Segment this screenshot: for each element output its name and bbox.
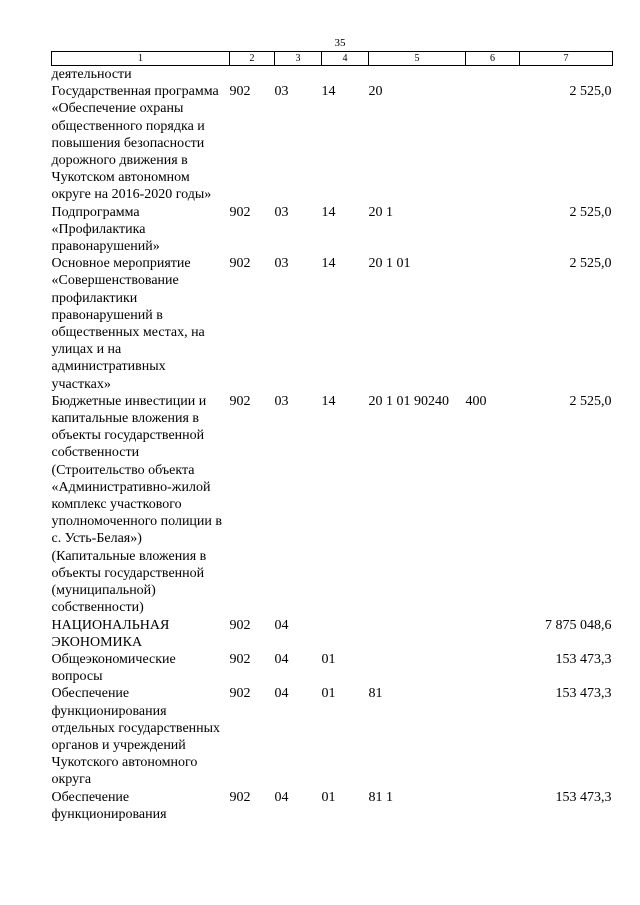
row-subsection bbox=[322, 66, 369, 84]
row-amount: 153 473,3 bbox=[555, 789, 612, 805]
row-amount: 2 525,0 bbox=[569, 84, 612, 100]
row-grbs: 902 bbox=[229, 204, 251, 220]
row-name: Бюджетные инвестиции и капитальные вложения в объекты государственной собственности (Строительство объекта «Административно-жилой комплекс участкового уполномоченного полиции в с. Усть-Белая») (Капитальные вложения в объекты государственной (муниципальной) собственности) bbox=[51, 393, 223, 616]
row-amount: 7 875 048,6 bbox=[545, 617, 612, 633]
row-subsection: 01 bbox=[321, 686, 336, 702]
row-amount bbox=[520, 66, 613, 84]
row-section: 03 bbox=[274, 84, 289, 100]
row-name: Обеспечение функционирования bbox=[51, 789, 167, 822]
table-row bbox=[52, 66, 613, 84]
row-kind bbox=[466, 789, 520, 823]
row-kind bbox=[466, 651, 520, 685]
row-target: 20 bbox=[368, 84, 383, 100]
row-kind: 400 bbox=[465, 393, 487, 409]
row-target: 20 1 01 bbox=[368, 256, 411, 272]
column-header-section: 3 bbox=[275, 52, 322, 66]
row-section: 04 bbox=[274, 617, 289, 633]
row-kind bbox=[466, 83, 520, 203]
row-name: Государственная программа «Обеспечение охраны общественного порядка и повышения безопасности дорожного движения в Чукотском автономном округе на 2016-2020 годы» bbox=[51, 84, 219, 203]
row-grbs: 902 bbox=[229, 651, 251, 667]
row-section: 03 bbox=[274, 393, 289, 409]
row-target bbox=[369, 651, 466, 685]
table-row bbox=[52, 83, 613, 203]
row-target: 81 bbox=[368, 686, 383, 702]
row-subsection: 01 bbox=[321, 651, 336, 667]
row-section bbox=[275, 66, 322, 84]
row-name: НАЦИОНАЛЬНАЯ ЭКОНОМИКА bbox=[51, 617, 170, 650]
row-target bbox=[369, 617, 466, 651]
table-row bbox=[52, 255, 613, 393]
table-row bbox=[52, 204, 613, 256]
budget-table bbox=[51, 51, 613, 823]
column-header-kind: 6 bbox=[466, 52, 520, 66]
table-row bbox=[52, 685, 613, 788]
row-kind bbox=[466, 685, 520, 788]
row-amount: 2 525,0 bbox=[569, 256, 612, 272]
row-name: деятельности bbox=[51, 67, 132, 82]
row-target: 20 1 01 90240 bbox=[368, 393, 449, 409]
row-section: 03 bbox=[274, 204, 289, 220]
page-number: 35 bbox=[334, 37, 346, 49]
row-section: 04 bbox=[274, 651, 289, 667]
row-amount: 2 525,0 bbox=[569, 393, 612, 409]
row-section: 04 bbox=[274, 789, 289, 805]
row-name: Подпрограмма «Профилактика правонарушений» bbox=[51, 204, 160, 255]
column-header-subsection: 4 bbox=[322, 52, 369, 66]
row-subsection: 14 bbox=[321, 256, 336, 272]
row-subsection: 01 bbox=[321, 789, 336, 805]
row-subsection bbox=[322, 617, 369, 651]
table-body bbox=[52, 66, 613, 823]
row-name: Обеспечение функционирования отдельных государственных органов и учреждений Чукотского автономного округа bbox=[51, 686, 221, 788]
row-subsection: 14 bbox=[321, 204, 336, 220]
row-grbs: 902 bbox=[229, 84, 251, 100]
row-subsection: 14 bbox=[321, 393, 336, 409]
column-header-grbs: 2 bbox=[230, 52, 275, 66]
row-grbs: 902 bbox=[229, 617, 251, 633]
table-header bbox=[52, 52, 613, 66]
row-amount: 2 525,0 bbox=[569, 204, 612, 220]
table-row bbox=[52, 393, 613, 617]
row-kind bbox=[466, 204, 520, 256]
table-row bbox=[52, 789, 613, 823]
row-grbs: 902 bbox=[229, 256, 251, 272]
row-grbs bbox=[230, 66, 275, 84]
row-amount: 153 473,3 bbox=[555, 651, 612, 667]
column-header-name: 1 bbox=[52, 52, 230, 66]
row-amount: 153 473,3 bbox=[555, 686, 612, 702]
table-row bbox=[52, 617, 613, 651]
row-subsection: 14 bbox=[321, 84, 336, 100]
row-kind bbox=[466, 66, 520, 84]
column-header-amount: 7 bbox=[520, 52, 613, 66]
column-header-target: 5 bbox=[369, 52, 466, 66]
row-kind bbox=[466, 617, 520, 651]
row-target: 81 1 bbox=[368, 789, 393, 805]
row-grbs: 902 bbox=[229, 686, 251, 702]
row-target bbox=[369, 66, 466, 84]
table-row bbox=[52, 651, 613, 685]
row-grbs: 902 bbox=[229, 393, 251, 409]
row-section: 03 bbox=[274, 256, 289, 272]
row-grbs: 902 bbox=[229, 789, 251, 805]
row-section: 04 bbox=[274, 686, 289, 702]
row-name: Основное мероприятие «Совершенствование профилактики правонарушений в общественных местах, на улицах и на административных участках» bbox=[51, 256, 205, 392]
row-name: Общеэкономические вопросы bbox=[51, 651, 176, 685]
row-target: 20 1 bbox=[368, 204, 393, 220]
row-kind bbox=[466, 255, 520, 393]
column-number-row bbox=[52, 52, 613, 66]
